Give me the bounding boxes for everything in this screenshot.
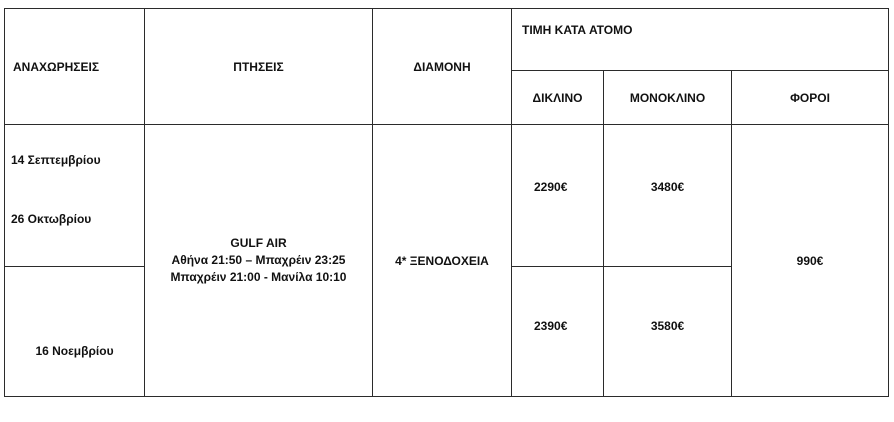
- flight-leg-1: Αθήνα 21:50 – Μπαχρέιν 23:25: [171, 253, 346, 267]
- departure-date: 26 Οκτωβρίου: [11, 212, 92, 226]
- price-double: 2290€: [512, 125, 604, 267]
- departure-dates-cell: [5, 125, 145, 267]
- price-single: 3480€: [604, 125, 732, 267]
- price-single: 3580€: [604, 267, 732, 397]
- price-double: 2390€: [512, 267, 604, 397]
- taxes-cell: 990€: [732, 125, 889, 397]
- header-departures: ΑΝΑΧΩΡΗΣΕΙΣ: [5, 9, 145, 125]
- departure-date: 16 Νοεμβρίου: [5, 267, 145, 397]
- accommodation-cell: 4* ΞΕΝΟΔΟΧΕΙΑ: [373, 125, 512, 397]
- header-taxes: ΦΟΡΟΙ: [732, 71, 889, 125]
- pricing-table: [4, 8, 889, 397]
- header-accommodation: ΔΙΑΜΟΝΗ: [373, 9, 512, 125]
- header-price-per-person: ΤΙΜΗ ΚΑΤΑ ΑΤΟΜΟ: [512, 9, 889, 71]
- header-single: ΜΟΝΟΚΛΙΝΟ: [604, 71, 732, 125]
- flights-cell: [145, 125, 373, 397]
- header-flights: ΠΤΗΣΕΙΣ: [145, 9, 373, 125]
- flight-leg-2: Μπαχρέιν 21:00 - Μανίλα 10:10: [170, 270, 347, 284]
- header-double: ΔΙΚΛΙΝΟ: [512, 71, 604, 125]
- departure-date: 14 Σεπτεμβρίου: [11, 153, 101, 167]
- airline-name: GULF AIR: [230, 236, 287, 250]
